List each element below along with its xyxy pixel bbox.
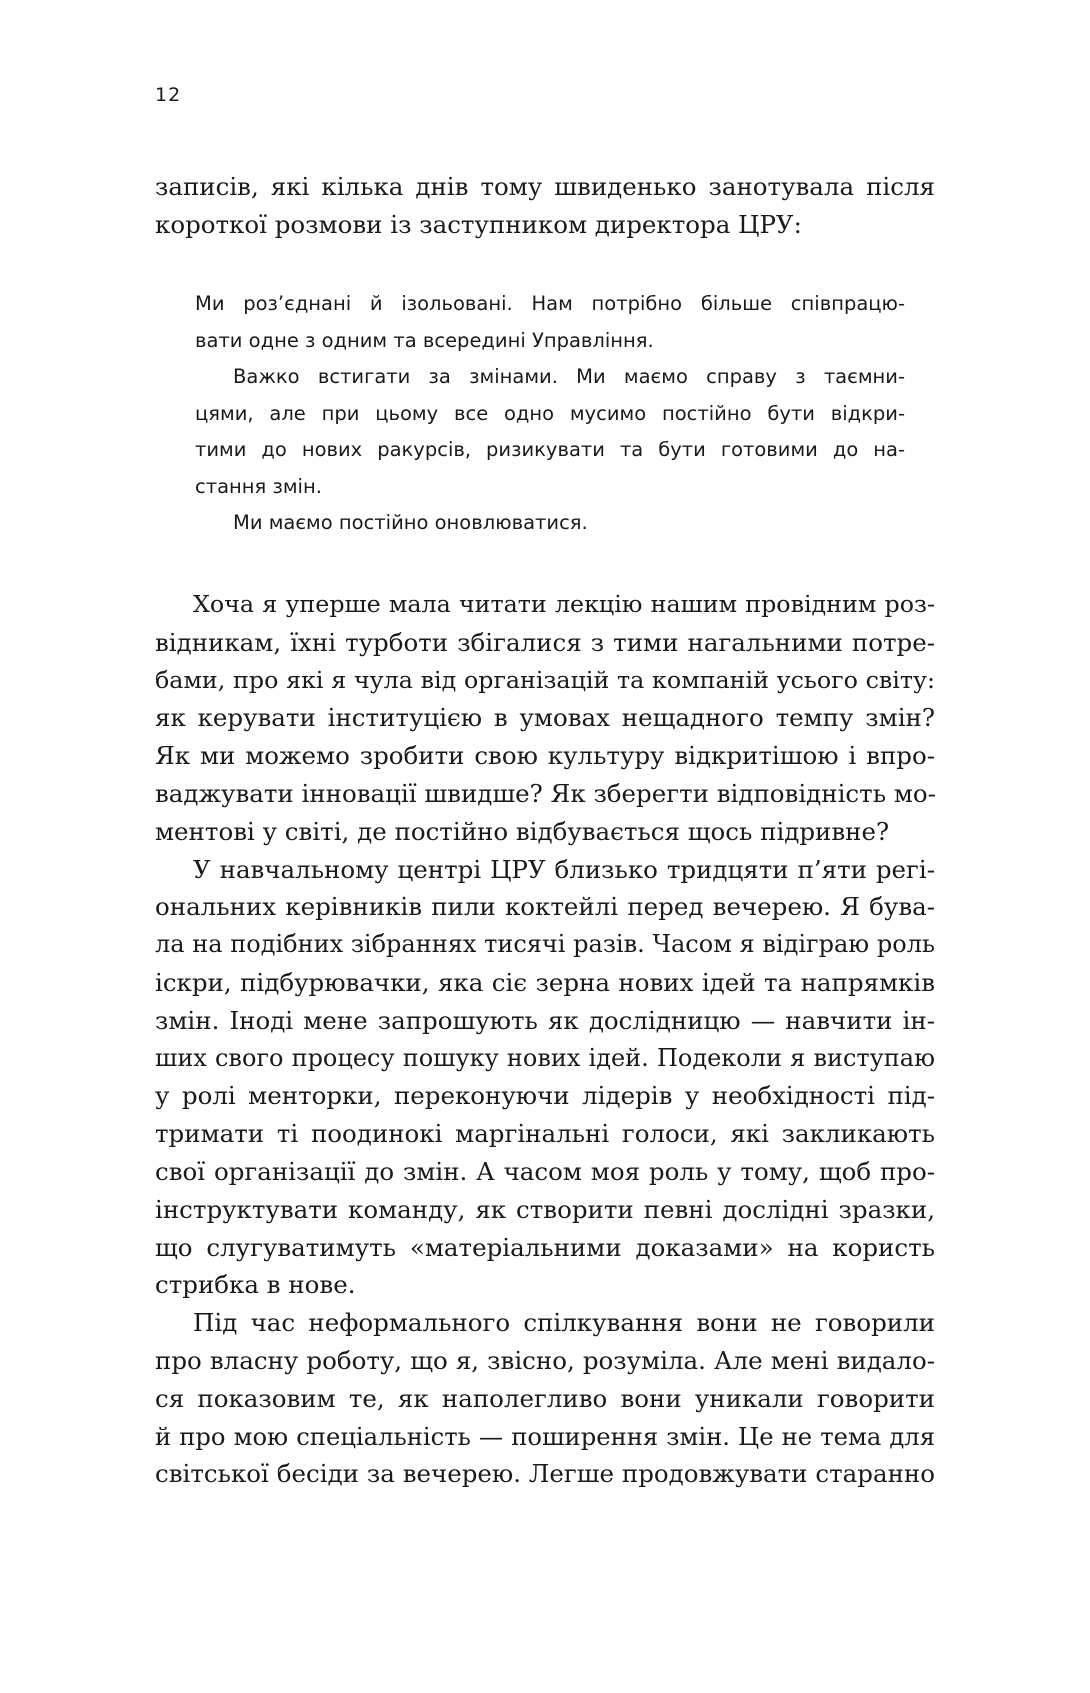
text-line: ваджувати інновації швидше? Як зберегти відповідність мо- bbox=[155, 778, 936, 808]
text-line: що слугуватимуть «матеріальними доказами» на користь bbox=[155, 1232, 935, 1262]
text-line: Під час неформального спілкування вони не говорили bbox=[193, 1308, 935, 1338]
quote-line: вати одне з одним та всередині Управління. bbox=[195, 328, 654, 352]
body-paragraph-1 bbox=[155, 586, 935, 851]
page-number: 12 bbox=[155, 84, 182, 106]
quote-line: Важко встигати за змінами. Ми маємо справу з таємни- bbox=[233, 365, 905, 388]
text-line: й про мою спеціальність — поширення змін. Це не тема для bbox=[155, 1421, 935, 1451]
text-line: світської бесіди за вечерею. Легше продовжувати старанно bbox=[155, 1459, 935, 1489]
quote-line: стання змін. bbox=[195, 474, 322, 498]
quote-line: цями, але при цьому все одно мусимо постійно бути відкри- bbox=[195, 401, 905, 425]
text-line: тримати ті поодинокі маргінальні голоси, які закликають bbox=[155, 1119, 935, 1149]
text-line: інструктувати команду, як створити певні дослідні зразки, bbox=[155, 1194, 935, 1224]
text-line: іскри, підбурювачки, яка сіє зерна нових ідей та напрямків bbox=[155, 967, 935, 997]
text-line: відникам, їхні турботи збігалися з тими нагальними потре- bbox=[155, 627, 935, 657]
quote-line: Ми роз’єднані й ізольовані. Нам потрібно більше співпрацю- bbox=[195, 292, 905, 315]
text-line: ших свого процесу пошуку нових ідей. Подеколи я виступаю bbox=[155, 1043, 935, 1072]
text-line: змін. Іноді мене запрошують як дослідницю — навчити ін- bbox=[155, 1005, 935, 1035]
text-line: як керувати інституцією в умовах нещадного темпу змін? bbox=[155, 703, 935, 733]
text-line: записів, які кілька днів тому швиденько занотувала після bbox=[155, 172, 935, 201]
text-line: Хоча я уперше мала читати лекцію нашим провідним роз- bbox=[193, 590, 935, 618]
text-line: у ролі менторки, переконуючи лідерів у необхідності під- bbox=[155, 1081, 935, 1111]
text-line: свої організації до змін. А часом моя роль у тому, щоб про- bbox=[155, 1156, 935, 1186]
text-line: ментові у світі, де постійно відбувається щось підривне? bbox=[155, 816, 890, 846]
text-line: короткої розмови із заступником директора ЦРУ: bbox=[155, 209, 802, 239]
text-line: бами, про які я чула від організацій та компаній усього світу: bbox=[155, 665, 935, 694]
quote-line: тими до нових ракурсів, ризикувати та бути готовими до на- bbox=[195, 438, 905, 461]
text-line: ся показовим те, як наполегливо вони уникали говорити bbox=[155, 1383, 935, 1413]
body-paragraph-2 bbox=[155, 851, 935, 1305]
text-line: ла на подібних зібраннях тисячі разів. Часом я відіграю роль bbox=[155, 930, 935, 959]
text-line: Як ми можемо зробити свою культуру відкритішою і впро- bbox=[155, 741, 935, 771]
text-line: ональних керівників пили коктейлі перед вечерею. Я бува- bbox=[155, 892, 935, 922]
block-quote bbox=[195, 286, 905, 542]
text-line: стрибка в нове. bbox=[155, 1270, 356, 1300]
text-line: У навчальному центрі ЦРУ близько тридцяти п’яти регі- bbox=[193, 854, 935, 884]
text-line: про власну роботу, що я, звісно, розуміла. Але мені видало- bbox=[155, 1345, 935, 1375]
intro-paragraph bbox=[155, 168, 935, 244]
quote-line: Ми маємо постійно оновлюватися. bbox=[233, 511, 588, 534]
body-text bbox=[155, 586, 935, 1493]
body-paragraph-3 bbox=[155, 1304, 935, 1493]
